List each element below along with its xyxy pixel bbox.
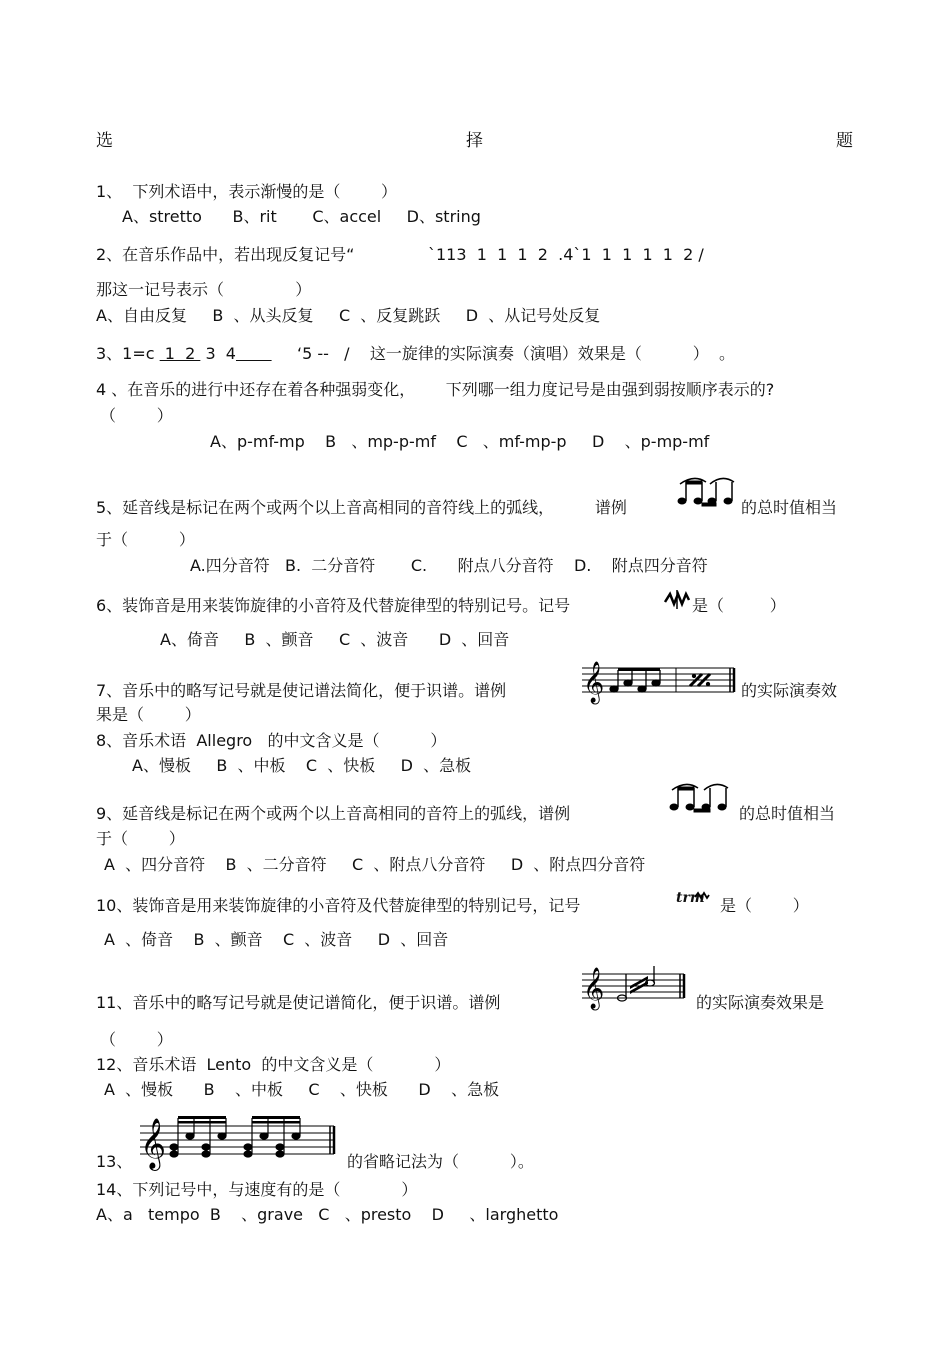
q5-options: A.四分音符 B. 二分音符 C. 附点八分音符 D. 附点四分音符 [190, 556, 708, 575]
mordent-symbol-figure [664, 590, 690, 610]
q5-stem-a: 5、延音线是标记在两个或两个以上音高相同的音符线上的弧线， 谱例 [96, 498, 627, 517]
q3-blank [236, 344, 272, 363]
q4-stem: 4 、在音乐的进行中还存在着各种强弱变化， 下列哪一组力度记号是由强到弱按顺序表示的? [96, 380, 775, 399]
q14-options: A、a tempo B 、grave C 、presto D 、larghetto [96, 1205, 559, 1224]
q14-stem: 14、下列记号中，与速度有的是（ ） [96, 1180, 418, 1199]
q13-num: 13、 [96, 1152, 133, 1171]
q9-stem-a: 9、延音线是标记在两个或两个以上音高相同的音符上的弧线，谱例 [96, 804, 571, 823]
q6-stem-a: 6、装饰音是用来装饰旋律的小音符及代替旋律型的特别记号。记号 [96, 596, 571, 615]
q9-stem-b: 的总时值相当 [739, 804, 836, 823]
q10-options: A 、倚音 B 、颤音 C 、波音 D 、回音 [104, 930, 449, 949]
q8-stem: 8、音乐术语 Allegro 的中文含义是（ ） [96, 731, 447, 750]
svg-text:𝄞: 𝄞 [583, 662, 605, 703]
q2-options: A、自由反复 B 、从头反复 C 、反复跳跃 D 、从记号处反复 [96, 306, 601, 325]
q7-stem-a: 7、音乐中的略写记号就是使记谱法简化，便于识谱。谱例 [96, 681, 507, 700]
q1-options: A、stretto B、rit C、accel D、string [122, 207, 481, 226]
q9-options: A 、四分音符 B 、二分音符 C 、附点八分音符 D 、附点四分音符 [104, 855, 646, 874]
q3-rest: ‘5 -- / 这一旋律的实际演奏（演唱）效果是（ ） 。 [271, 344, 735, 363]
q11-tremolo-score [580, 960, 686, 1009]
q11-stem-a: 11、音乐中的略写记号就是使记谱简化，便于识谱。谱例 [96, 993, 501, 1012]
q9-stem-c: 于（ ） [96, 829, 185, 848]
q5-stem-c: 于（ ） [96, 530, 195, 549]
q9-tied-notes-figure [668, 782, 732, 816]
q3-line [96, 344, 735, 364]
q10-stem-a: 10、装饰音是用来装饰旋律的小音符及代替旋律型的特别记号，记号 [96, 896, 581, 915]
q10-stem-b: 是（ ） [720, 896, 809, 915]
q12-stem: 12、音乐术语 Lento 的中文含义是（ ） [96, 1055, 451, 1074]
svg-text:𝄞: 𝄞 [140, 1118, 167, 1169]
q11-paren: （ ） [100, 1030, 173, 1049]
q5-stem-b: 的总时值相当 [741, 498, 838, 517]
q6-options: A、倚音 B 、颤音 C 、波音 D 、回音 [160, 630, 510, 649]
q4-paren: （ ） [100, 406, 173, 425]
title-char-2: 择 [466, 131, 483, 151]
q11-stem-b: 的实际演奏效果是 [696, 993, 825, 1012]
q7-abbreviation-score [580, 654, 736, 703]
q13-stem: 的省略记法为（ ）。 [347, 1152, 534, 1171]
title-char-3: 题 [836, 131, 853, 151]
q7-stem-b: 的实际演奏效 [741, 681, 838, 700]
q2-notation: `113 1 1 1 2 .4`1 1 1 1 1 2 / [428, 245, 704, 264]
q2-stem-a: 2、在音乐作品中，若出现反复记号“ [96, 245, 355, 264]
svg-text:𝄞: 𝄞 [583, 968, 605, 1009]
q13-chord-score [138, 1108, 338, 1169]
q6-stem-b: 是（ ） [692, 596, 786, 615]
q12-options: A 、慢板 B 、中板 C 、快板 D 、急板 [104, 1080, 500, 1099]
q7-stem-c: 果是（ ） [96, 705, 201, 724]
title-char-1: 选 [96, 131, 113, 151]
trill-symbol: trm [676, 890, 705, 906]
q8-options: A、慢板 B 、中板 C 、快板 D 、急板 [132, 756, 472, 775]
trill-wave-icon [695, 891, 709, 901]
q3-prefix: 3、1=c [96, 344, 160, 363]
q2-stem-b: 那这一记号表示（ ） [96, 280, 312, 299]
q3-underlined: 1 2 [159, 344, 201, 363]
q4-options: A、p-mf-mp B 、mp-p-mf C 、mf-mp-p D 、p-mp-mf [210, 432, 710, 451]
q3-mid: 3 4 [200, 344, 236, 363]
q1-stem: 1、 下列术语中，表示渐慢的是（ ） [96, 182, 398, 201]
q5-tied-notes-figure [676, 476, 736, 510]
